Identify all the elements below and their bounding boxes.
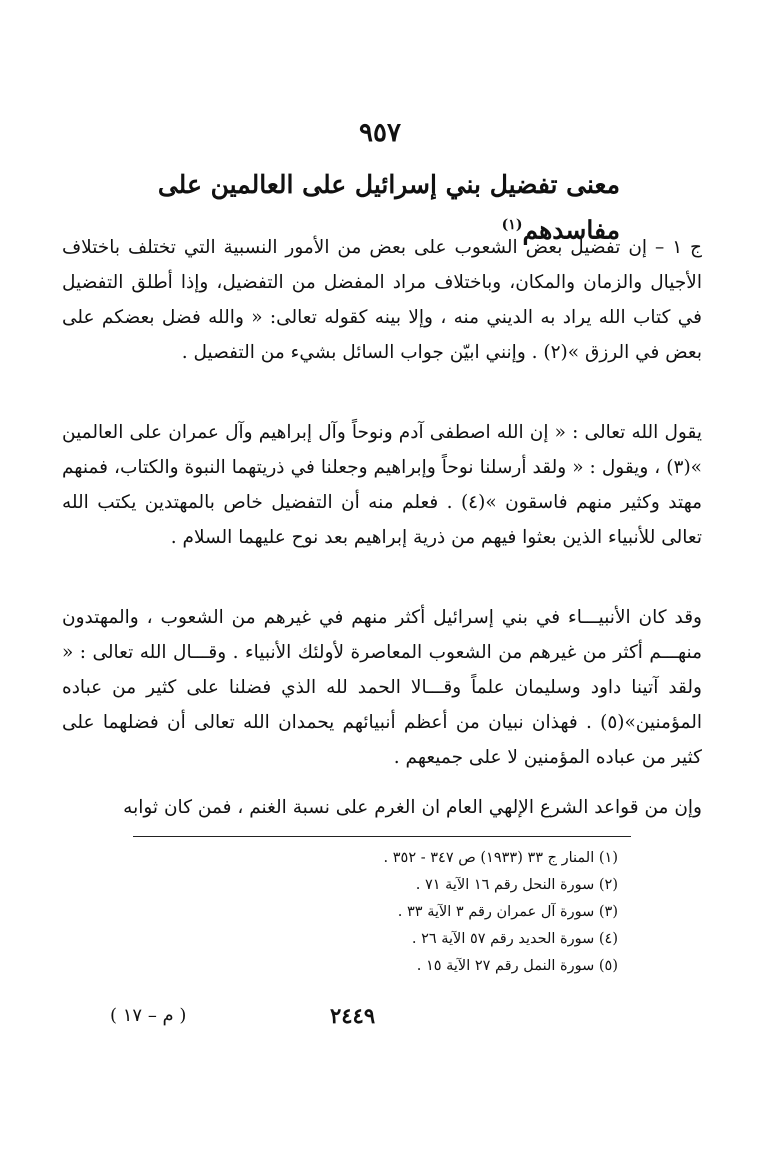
footnote-1: (١) المنار ج ٣٣ (١٩٣٣) ص ٣٤٧ - ٣٥٢ . [383, 850, 618, 866]
volume-marker: ( م – ١٧ ) [110, 1005, 187, 1026]
footnote-3: (٣) سورة آل عمران رقم ٣ الآية ٣٣ . [397, 904, 618, 920]
footnote-4: (٤) سورة الحديد رقم ٥٧ الآية ٢٦ . [411, 931, 618, 947]
print-page-number: ٢٤٤٩ [330, 1003, 376, 1028]
paragraph-4: وإن من قواعد الشرع الإلهي العام ان الغرم على نسبة الغنم ، فمن كان ثوابه [123, 797, 702, 818]
paragraph-3: وقد كان الأنبيـــاء في بني إسرائيل أكثر منهم في غيرهم من الشعوب ، والمهتدون منهـــم أكثر من غيرهم من الشعوب المعاصرة لأولئك الأنبياء . وقـــال الله تعالى : « ولقد آتينا داود وسليمان علماً وقـــالا الحمد لله الذي فضلنا على كثير من عباده المؤمنين»(٥) . فهذان نبيان من أعظم أنبيائهم يحمدان الله تعالى أن فضلهما على كثير من عباده المؤمنين لا على جميعهم . [62, 607, 702, 768]
footnote-5: (٥) سورة النمل رقم ٢٧ الآية ١٥ . [416, 958, 618, 974]
footnote-2: (٢) سورة النحل رقم ١٦ الآية ٧١ . [415, 877, 618, 893]
section-title-text: معنى تفضيل بني إسرائيل على العالمين على مفاسدهم [157, 170, 620, 245]
paragraph-2: يقول الله تعالى : « إن الله اصطفى آدم ونوحاً وآل إبراهيم وآل عمران على العالمين »(٣) ، ويقول : « ولقد أرسلنا نوحاً وإبراهيم وجعلنا في ذريتهما النبوة والكتاب، فمنهم مهتد وكثير منهم فاسقون »(٤) . فعلم منه أن التفضيل خاص بالمهتدين يكتب الله تعالى للأنبياء الذين بعثوا فيهم من ذرية إبراهيم بعد نوح عليهما السلام . [62, 422, 703, 548]
footnote-separator [133, 836, 631, 837]
page-number: ٩٥٧ [359, 118, 401, 148]
title-footnote-ref: (١) [501, 217, 523, 233]
footnotes-list [138, 845, 618, 980]
paragraph-1: ج ١ – إن تفضيل بعض الشعوب على بعض من الأمور النسبية التي تختلف باختلاف الأجيال والزمان والمكان، وباختلاف مراد المفضل من التفضيل، وإذا أطلق التفضيل في كتاب الله يراد به الديني منه ، وإلا بينه كقوله تعالى: « والله فضل بعضكم على بعض في الرزق »(٢) . وإنني ابيّن جواب السائل بشيء من التفصيل . [62, 237, 702, 363]
